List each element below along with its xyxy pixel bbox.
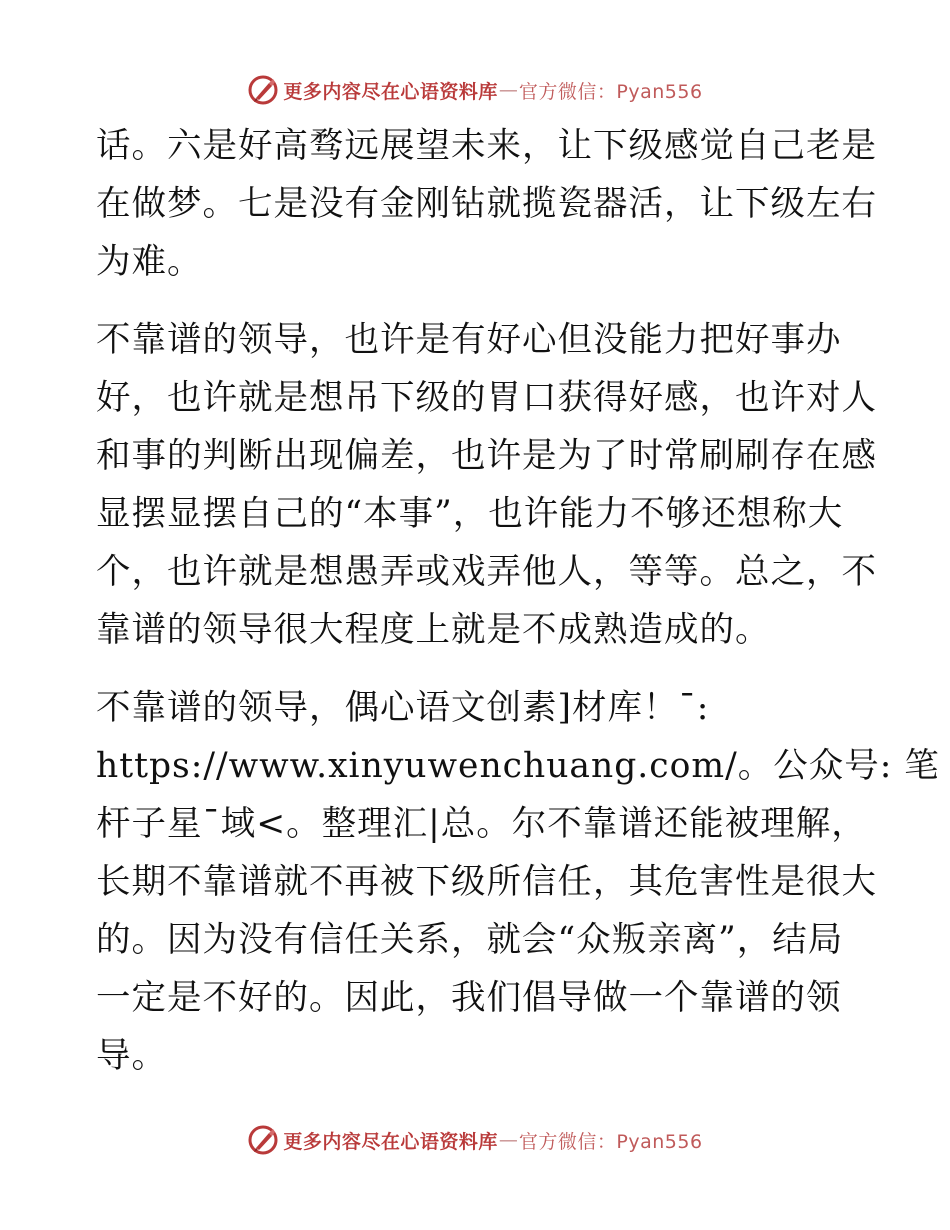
text-line: 不靠谱的领导，偶心语文创素]材库！¯: (96, 688, 710, 728)
text-line: 靠谱的领导很大程度上就是不成熟造成的。 (96, 610, 771, 650)
footer-separator: — (498, 1129, 518, 1151)
text-line: 导。 (96, 1036, 167, 1076)
header-separator: — (498, 79, 518, 101)
paragraph-3 (96, 679, 940, 1085)
header-promo-text: 更多内容尽在心语资料库 (283, 80, 498, 103)
text-line: 长期不靠谱就不再被下级所信任，其危害性是很大 (96, 862, 877, 902)
text-line: 一定是不好的。因此，我们倡导做一个靠谱的领 (96, 978, 842, 1018)
footer-promo-text: 更多内容尽在心语资料库 (283, 1130, 498, 1153)
text-line: 为难。 (96, 242, 203, 282)
text-line: 个，也许就是想愚弄或戏弄他人，等等。总之，不 (96, 552, 877, 592)
footer-contact-text: 官方微信：Pyan556 (518, 1130, 703, 1153)
text-line: 好，也许就是想吊下级的胃口获得好感，也许对人 (96, 378, 877, 418)
quill-pen-logo-icon (247, 74, 279, 106)
text-line: 在做梦。七是没有金刚钻就揽瓷器活，让下级左右 (96, 184, 877, 224)
document-body (96, 117, 940, 1085)
text-line: 的。因为没有信任关系，就会“众叛亲离”，结局 (96, 920, 844, 960)
header-banner (0, 72, 950, 108)
footer-banner (0, 1122, 950, 1158)
text-line: 和事的判断出现偏差，也许是为了时常刷刷存在感 (96, 436, 877, 476)
paragraph-2 (96, 311, 877, 659)
text-line: https://www.xinyuwenchuang.com/。公众号: 笔 (96, 746, 940, 786)
text-line: 杆子星¯域<。整理汇|总。尔不靠谱还能被理解， (96, 804, 867, 844)
text-line: 显摆显摆自己的“本事”，也许能力不够还想称大 (96, 494, 844, 534)
text-line: 不靠谱的领导，也许是有好心但没能力把好事办 (96, 320, 842, 360)
header-contact-text: 官方微信：Pyan556 (518, 80, 703, 103)
text-line: 话。六是好高骛远展望未来，让下级感觉自己老是 (96, 126, 877, 166)
paragraph-1 (96, 117, 877, 291)
quill-pen-logo-icon (247, 1124, 279, 1156)
